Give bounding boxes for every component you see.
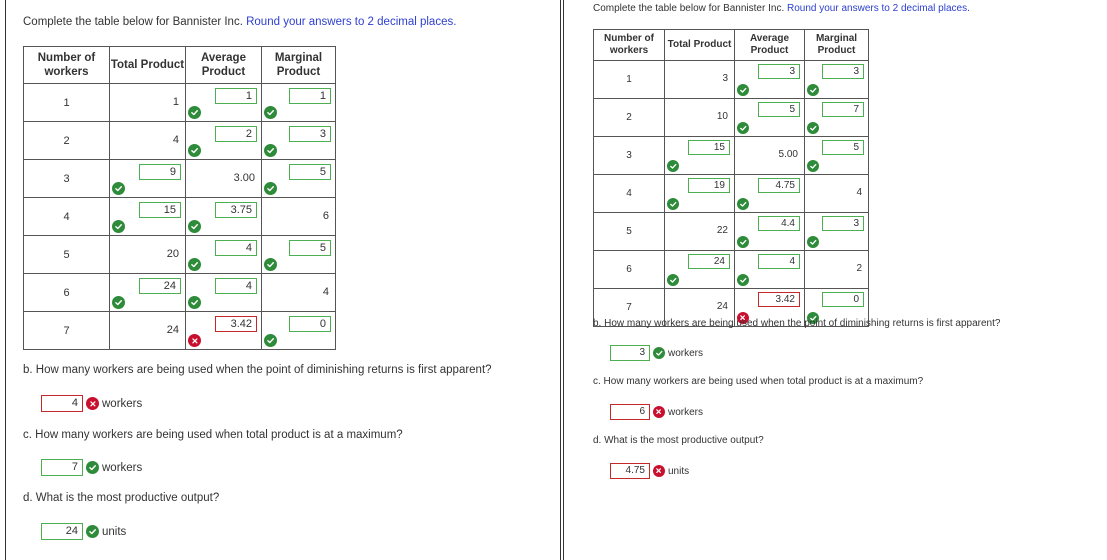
x-circle-icon — [653, 406, 665, 418]
total-product-input[interactable]: 24 — [688, 254, 730, 269]
answer-unit: units — [102, 525, 127, 538]
check-circle-icon — [264, 106, 277, 119]
table-row — [24, 312, 336, 350]
check-circle-icon — [737, 236, 749, 248]
x-circle-icon — [86, 397, 99, 410]
question-text: b. How many workers are being used when the point of diminishing returns is first apparent? — [593, 318, 1001, 329]
average-product-input[interactable]: 3.75 — [215, 202, 257, 218]
answer-unit: workers — [668, 347, 704, 359]
average-product-cell — [186, 312, 262, 350]
average-product-cell — [735, 99, 805, 137]
answer-row — [610, 463, 689, 479]
instruction-highlight: Round your answers to 2 decimal places. — [246, 16, 457, 28]
marginal-product-input[interactable]: 3 — [289, 126, 331, 142]
average-product-value: 5.00 — [778, 149, 798, 160]
total-product-cell — [110, 122, 186, 160]
check-circle-icon — [264, 334, 277, 347]
average-product-input[interactable]: 4 — [215, 278, 257, 294]
workers-cell: 3 — [24, 160, 110, 198]
check-circle-icon — [737, 274, 749, 286]
column-header: Number of workers — [24, 47, 110, 84]
question-text: c. How many workers are being used when total product is at a maximum? — [23, 429, 403, 441]
answer-unit: workers — [668, 406, 704, 418]
marginal-product-cell — [805, 137, 869, 175]
column-header: Total Product — [665, 30, 735, 61]
marginal-product-value: 4 — [856, 187, 862, 198]
total-product-value: 20 — [166, 248, 179, 260]
marginal-product-input[interactable]: 1 — [289, 88, 331, 104]
check-circle-icon — [86, 461, 99, 474]
average-product-input[interactable]: 5 — [758, 102, 800, 117]
left-worksheet-panel — [5, 0, 561, 560]
average-product-cell — [186, 274, 262, 312]
right-worksheet-panel — [563, 0, 1107, 560]
total-product-cell — [665, 137, 735, 175]
total-product-input[interactable]: 15 — [139, 202, 181, 218]
check-circle-icon — [807, 84, 819, 96]
total-product-cell — [665, 251, 735, 289]
check-circle-icon — [112, 220, 125, 233]
marginal-product-input[interactable]: 5 — [289, 240, 331, 256]
answer-row — [41, 459, 142, 476]
marginal-product-cell — [262, 122, 336, 160]
total-product-value: 10 — [716, 111, 728, 122]
average-product-input[interactable]: 4 — [758, 254, 800, 269]
total-product-cell — [110, 312, 186, 350]
table-row — [594, 61, 869, 99]
total-product-input[interactable]: 19 — [688, 178, 730, 193]
workers-cell: 7 — [24, 312, 110, 350]
check-circle-icon — [264, 144, 277, 157]
marginal-product-value: 2 — [856, 263, 862, 274]
total-product-input[interactable]: 24 — [139, 278, 181, 294]
marginal-product-cell — [262, 160, 336, 198]
check-circle-icon — [188, 296, 201, 309]
check-circle-icon — [667, 274, 679, 286]
average-product-cell — [735, 61, 805, 99]
workers-cell: 4 — [594, 175, 665, 213]
average-product-cell — [735, 175, 805, 213]
answer-row — [41, 523, 126, 540]
table-row — [594, 251, 869, 289]
total-product-value: 4 — [172, 134, 179, 146]
average-product-input[interactable]: 2 — [215, 126, 257, 142]
marginal-product-input[interactable]: 3 — [822, 216, 864, 231]
average-product-cell — [186, 236, 262, 274]
production-table — [593, 29, 869, 327]
total-product-cell — [665, 99, 735, 137]
marginal-product-cell — [262, 198, 336, 236]
total-product-value: 24 — [166, 324, 179, 336]
total-product-cell — [665, 175, 735, 213]
average-product-cell — [186, 198, 262, 236]
check-circle-icon — [667, 198, 679, 210]
answer-unit: workers — [102, 461, 143, 474]
marginal-product-value: 6 — [322, 210, 329, 222]
check-circle-icon — [112, 296, 125, 309]
average-product-cell — [735, 137, 805, 175]
workers-cell: 1 — [594, 61, 665, 99]
table-row — [594, 99, 869, 137]
workers-cell: 7 — [594, 289, 665, 327]
check-circle-icon — [667, 160, 679, 172]
marginal-product-input[interactable]: 0 — [289, 316, 331, 332]
check-circle-icon — [86, 525, 99, 538]
table-row — [594, 175, 869, 213]
table-row — [24, 274, 336, 312]
total-product-value: 3 — [722, 73, 728, 84]
average-product-input[interactable]: 4 — [215, 240, 257, 256]
check-circle-icon — [807, 160, 819, 172]
check-circle-icon — [188, 144, 201, 157]
column-header: Marginal Product — [805, 30, 869, 61]
table-row — [24, 198, 336, 236]
check-circle-icon — [112, 182, 125, 195]
marginal-product-input[interactable]: 7 — [822, 102, 864, 117]
average-product-cell — [735, 251, 805, 289]
total-product-cell — [665, 61, 735, 99]
answer-unit: units — [668, 465, 690, 477]
total-product-cell — [665, 213, 735, 251]
table-row — [594, 137, 869, 175]
marginal-product-value: 4 — [322, 286, 329, 298]
workers-cell: 2 — [24, 122, 110, 160]
workers-cell: 6 — [594, 251, 665, 289]
marginal-product-input[interactable]: 5 — [289, 164, 331, 180]
answer-row — [41, 395, 142, 412]
total-product-value: 1 — [172, 96, 179, 108]
average-product-cell — [735, 213, 805, 251]
check-circle-icon — [737, 198, 749, 210]
marginal-product-cell — [805, 175, 869, 213]
table-row — [594, 213, 869, 251]
check-circle-icon — [653, 347, 665, 359]
total-product-cell — [110, 84, 186, 122]
total-product-value: 24 — [716, 301, 728, 312]
column-header: Average Product — [735, 30, 805, 61]
average-product-input[interactable]: 4.75 — [758, 178, 800, 193]
answer-row — [610, 345, 703, 361]
question-text: c. How many workers are being used when total product is at a maximum? — [593, 376, 924, 387]
question-text: d. What is the most productive output? — [593, 435, 764, 446]
marginal-product-input[interactable]: 3 — [822, 64, 864, 79]
answer-input[interactable]: 4.75 — [610, 463, 650, 479]
check-circle-icon — [264, 258, 277, 271]
check-circle-icon — [264, 182, 277, 195]
question-text: d. What is the most productive output? — [23, 492, 220, 504]
marginal-product-cell — [262, 84, 336, 122]
table-row — [24, 160, 336, 198]
workers-cell: 1 — [24, 84, 110, 122]
table-row — [24, 84, 336, 122]
instruction-text — [23, 16, 456, 28]
instruction-highlight: Round your answers to 2 decimal places. — [787, 3, 970, 14]
workers-cell: 2 — [594, 99, 665, 137]
answer-input[interactable]: 24 — [41, 523, 83, 540]
average-product-input[interactable]: 4.4 — [758, 216, 800, 231]
column-header: Total Product — [110, 47, 186, 84]
average-product-cell — [186, 84, 262, 122]
answer-unit: workers — [102, 397, 143, 410]
workers-cell: 4 — [24, 198, 110, 236]
average-product-input[interactable]: 3 — [758, 64, 800, 79]
marginal-product-cell — [262, 312, 336, 350]
production-table — [23, 46, 336, 350]
marginal-product-input[interactable]: 0 — [822, 292, 864, 307]
workers-cell: 3 — [594, 137, 665, 175]
total-product-cell — [110, 236, 186, 274]
column-header: Number of workers — [594, 30, 665, 61]
workers-cell: 5 — [594, 213, 665, 251]
total-product-input[interactable]: 9 — [139, 164, 181, 180]
instruction-text — [593, 3, 970, 14]
check-circle-icon — [807, 236, 819, 248]
x-circle-icon — [188, 334, 201, 347]
column-header: Average Product — [186, 47, 262, 84]
average-product-input[interactable]: 1 — [215, 88, 257, 104]
question-text: b. How many workers are being used when the point of diminishing returns is first apparent? — [23, 364, 492, 376]
average-product-cell — [186, 122, 262, 160]
average-product-input[interactable]: 3.42 — [215, 316, 257, 332]
total-product-value: 22 — [716, 225, 728, 236]
total-product-input[interactable]: 15 — [688, 140, 730, 155]
marginal-product-cell — [262, 274, 336, 312]
answer-input[interactable]: 3 — [610, 345, 650, 361]
table-row — [24, 122, 336, 160]
table-row — [24, 236, 336, 274]
marginal-product-cell — [805, 213, 869, 251]
x-circle-icon — [653, 465, 665, 477]
total-product-cell — [110, 274, 186, 312]
marginal-product-cell — [805, 99, 869, 137]
column-header: Marginal Product — [262, 47, 336, 84]
marginal-product-cell — [805, 61, 869, 99]
check-circle-icon — [737, 84, 749, 96]
answer-input[interactable]: 6 — [610, 404, 650, 420]
marginal-product-cell — [262, 236, 336, 274]
check-circle-icon — [737, 122, 749, 134]
check-circle-icon — [188, 106, 201, 119]
check-circle-icon — [188, 258, 201, 271]
answer-input[interactable]: 4 — [41, 395, 83, 412]
average-product-value: 3.00 — [233, 172, 255, 184]
average-product-cell — [186, 160, 262, 198]
answer-input[interactable]: 7 — [41, 459, 83, 476]
instruction-main: Complete the table below for Bannister Inc. — [23, 16, 243, 28]
total-product-cell — [110, 198, 186, 236]
marginal-product-cell — [805, 251, 869, 289]
marginal-product-input[interactable]: 5 — [822, 140, 864, 155]
check-circle-icon — [807, 122, 819, 134]
workers-cell: 6 — [24, 274, 110, 312]
total-product-cell — [110, 160, 186, 198]
workers-cell: 5 — [24, 236, 110, 274]
check-circle-icon — [188, 220, 201, 233]
average-product-input[interactable]: 3.42 — [758, 292, 800, 307]
instruction-main: Complete the table below for Bannister Inc. — [593, 3, 785, 14]
answer-row — [610, 404, 703, 420]
